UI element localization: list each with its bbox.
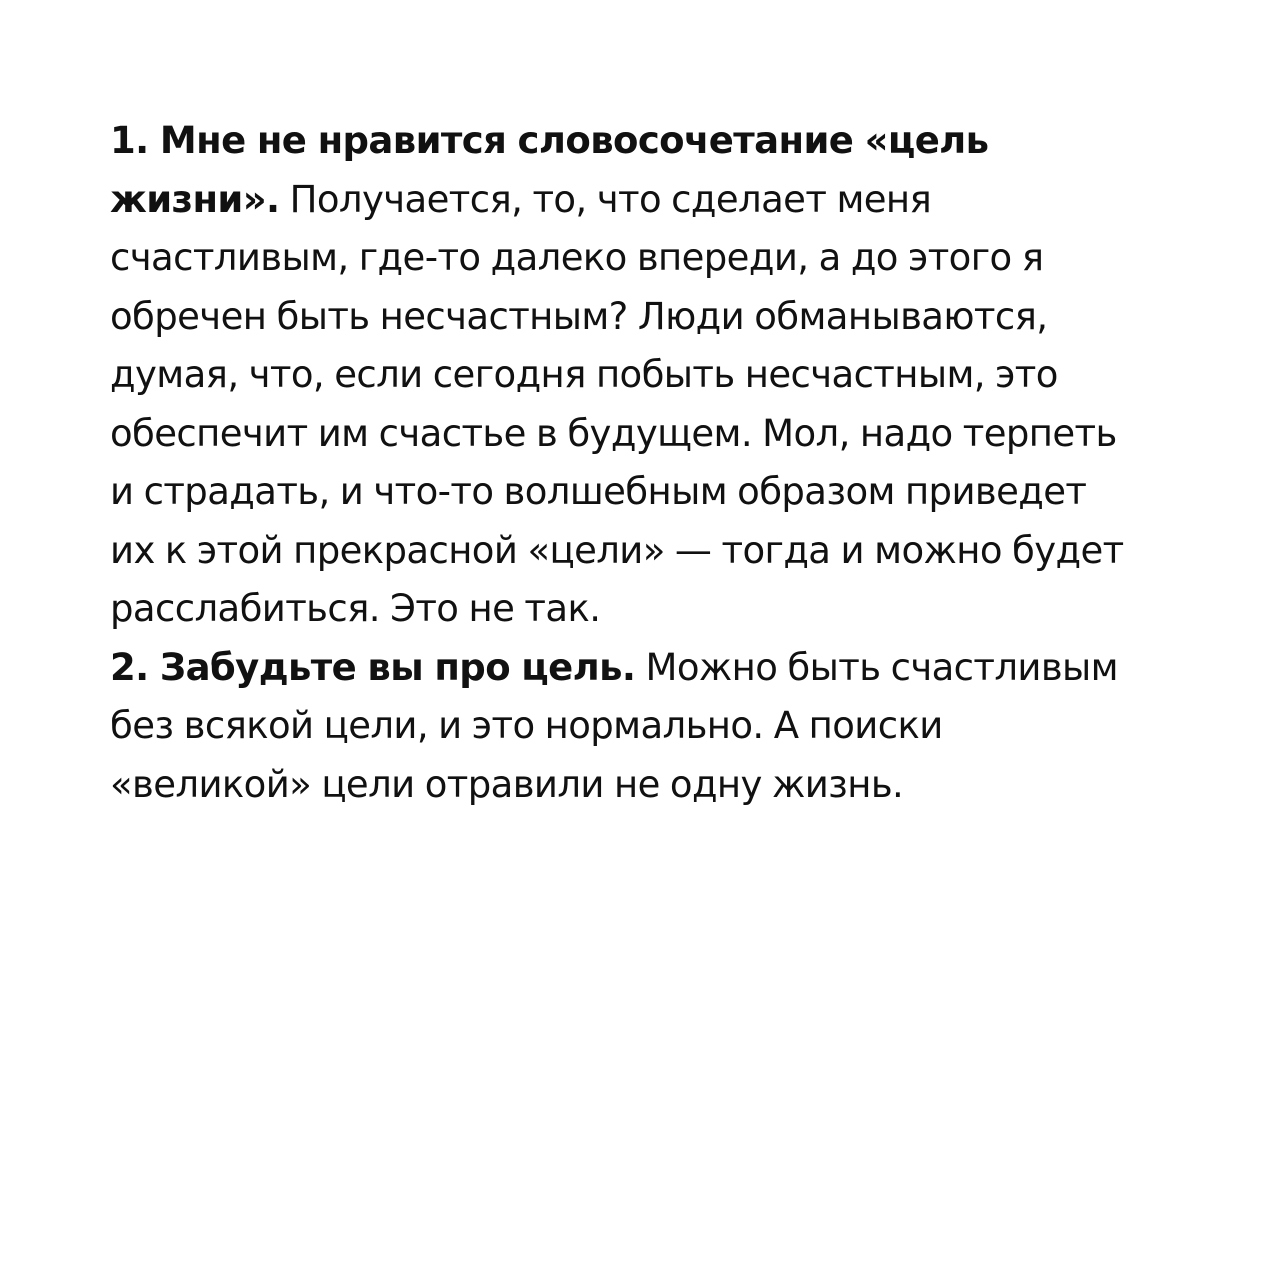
paragraph-1-text: обеспечит им счастье в будущем. Мол, надо терпеть: [110, 411, 1117, 455]
paragraph-1-text: и страдать, и что-то волшебным образом приведет: [110, 470, 1087, 513]
text-line-6: [110, 405, 1230, 464]
paragraph-1-text: счастливым, где-то далеко впереди, а до этого я: [110, 236, 1044, 279]
paragraph-1-text: думая, что, если сегодня побыть несчастным, это: [110, 353, 1058, 396]
paragraph-1-text: Получается, то, что сделает меня: [279, 177, 932, 221]
text-line-7: [110, 463, 1230, 522]
text-line-8: [110, 522, 1230, 581]
text-line-4: [110, 288, 1230, 347]
paragraph-1-text: расслабиться. Это не так.: [110, 587, 601, 630]
paragraph-2-text: без всякой цели, и это нормально. А поиски: [110, 704, 943, 747]
text-line-11: [110, 697, 1230, 756]
paragraph-2-text: Можно быть счастливым: [635, 645, 1118, 689]
text-line-10: [110, 639, 1230, 698]
text-line-2: [110, 171, 1230, 230]
paragraph-2-text: «великой» цели отравили не одну жизнь.: [110, 762, 904, 806]
text-line-3: [110, 229, 1230, 288]
text-line-1: [110, 112, 1230, 171]
paragraph-1-heading: жизни».: [110, 177, 280, 221]
text-line-12: [110, 756, 1230, 815]
text-line-5: [110, 346, 1230, 405]
paragraph-1-text: их к этой прекрасной «цели» — тогда и можно будет: [110, 528, 1124, 572]
paragraph-1-text: обречен быть несчастным? Люди обманываются,: [110, 294, 1048, 338]
paragraph-2-heading: 2. Забудьте вы про цель.: [110, 645, 636, 689]
text-line-9: [110, 580, 1230, 639]
document-body: [110, 112, 1230, 814]
paragraph-1-heading: 1. Мне не нравится словосочетание «цель: [110, 119, 989, 162]
